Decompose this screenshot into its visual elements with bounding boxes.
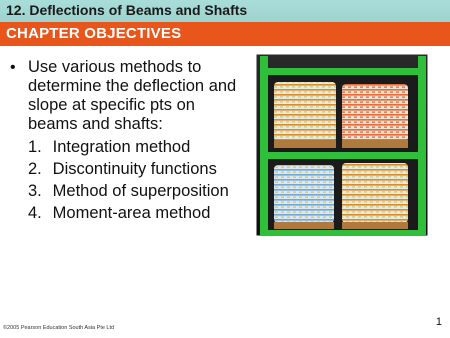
- slide-header-title: 12. Deflections of Beams and Shafts: [6, 2, 248, 18]
- list-number: 1.: [28, 138, 42, 156]
- page-number: 1: [435, 316, 442, 328]
- bullet-icon: •: [10, 59, 16, 76]
- list-number: 4.: [28, 204, 42, 222]
- list-text: Discontinuity functions: [52, 160, 217, 178]
- storage-rack-photo: [256, 54, 428, 236]
- bullet-item: [10, 58, 240, 134]
- copyright-notice: ©2005 Pearson Education South Asia Pte Ltd: [3, 325, 115, 331]
- list-item: [28, 160, 240, 179]
- methods-list: [10, 138, 240, 223]
- list-text: Moment-area method: [52, 204, 211, 222]
- list-number: 2.: [28, 160, 42, 178]
- list-text: Method of superposition: [52, 182, 229, 200]
- section-title: CHAPTER OBJECTIVES: [6, 25, 182, 42]
- slide-body: [10, 58, 240, 226]
- section-bar: [0, 22, 450, 46]
- list-number: 3.: [28, 182, 42, 200]
- header-bar: [0, 0, 450, 22]
- list-item: [28, 138, 240, 157]
- list-text: Integration method: [52, 138, 191, 156]
- list-item: [28, 182, 240, 201]
- bullet-text: Use various methods to determine the deflection and slope at specific pts on beams and shafts:: [28, 58, 237, 133]
- list-item: [28, 204, 240, 223]
